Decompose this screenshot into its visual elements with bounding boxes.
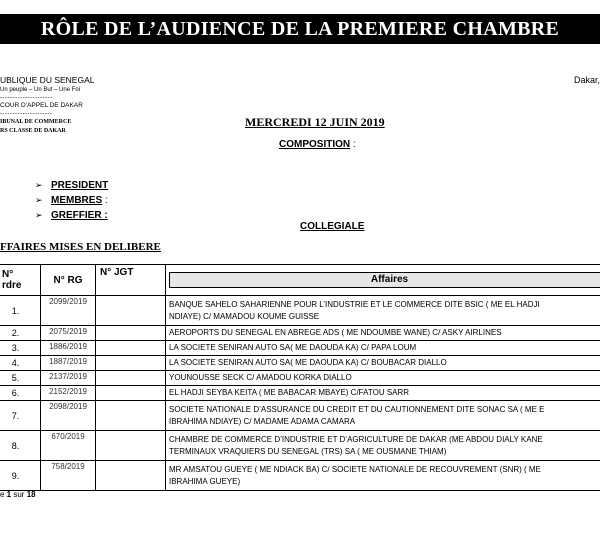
rg-cell: 2152/2019: [41, 386, 96, 401]
composition-line: [279, 139, 356, 150]
jgt-cell: [96, 296, 166, 326]
arrow-bullet-icon: ➢: [35, 210, 43, 220]
separator-dots: ---------------------: [0, 111, 53, 117]
jgt-cell: [96, 326, 166, 341]
table-header-row: [0, 265, 600, 296]
jgt-cell: [96, 386, 166, 401]
header-affaires: Affaires: [166, 265, 600, 296]
order-number-cell: 4.: [0, 356, 41, 371]
order-number-cell: 3.: [0, 341, 41, 356]
section-title: FFAIRES MISES EN DELIBERE: [0, 241, 161, 253]
case-cell: YOUNOUSSE SECK C/ AMADOU KORKA DIALLO: [166, 371, 600, 386]
order-number-cell: 1.: [0, 296, 41, 326]
header-jgt: N° JGT: [96, 265, 166, 296]
separator-dots: ---------------------: [0, 95, 53, 101]
court-of-appeal-line: COUR D’APPEL DE DAKAR: [0, 102, 83, 109]
jgt-cell: [96, 356, 166, 371]
role-clerk: [35, 208, 108, 223]
tribunal-class-line: RS CLASSE DE DAKAR: [0, 128, 66, 134]
header-rg: N° RG: [41, 265, 96, 296]
hearing-date: MERCREDI 12 JUIN 2019: [245, 115, 385, 129]
order-number-cell: 5.: [0, 371, 41, 386]
rg-cell: 2098/2019: [41, 401, 96, 431]
role-members: [35, 193, 108, 208]
case-cell: LA SOCIETE SENIRAN AUTO SA( ME DAOUDA KA) C/ PAPA LOUM: [166, 341, 600, 356]
rg-cell: 2075/2019: [41, 326, 96, 341]
order-number-cell: 8.: [0, 431, 41, 461]
table-row: [0, 296, 600, 326]
jgt-cell: [96, 371, 166, 386]
table-row: [0, 326, 600, 341]
order-number-cell: 9.: [0, 461, 41, 491]
table-row: [0, 356, 600, 371]
table-row: [0, 341, 600, 356]
order-number-cell: 7.: [0, 401, 41, 431]
role-label: GREFFIER :: [51, 210, 108, 221]
rg-cell: 2137/2019: [41, 371, 96, 386]
total-pages: 18: [26, 490, 36, 499]
case-cell: AEROPORTS DU SENEGAL EN ABREGE ADS ( ME NDOUMBE WANE) C/ ASKY AIRLINES: [166, 326, 600, 341]
composition-label: COMPOSITION: [279, 139, 351, 150]
document-title-banner: RÔLE DE L’AUDIENCE DE LA PREMIERE CHAMBRE: [0, 14, 600, 44]
jgt-cell: [96, 401, 166, 431]
header-order-number: N° rdre: [0, 265, 41, 296]
republic-line: UBLIQUE DU SENEGAL: [0, 75, 95, 85]
motto-line: Un peuple – Un But – Une Foi: [0, 87, 81, 93]
arrow-bullet-icon: ➢: [35, 180, 43, 190]
case-cell: SOCIETE NATIONALE D’ASSURANCE DU CREDIT ET DU CAUTIONNEMENT DITE SONAC SA ( ME E IBRAHIMA NDIAYE) C/ MADAME ADAMA CAMARA: [166, 401, 600, 431]
rg-cell: 2099/2019: [41, 296, 96, 326]
role-label: PRESIDENT: [51, 180, 109, 191]
role-suffix: :: [102, 195, 108, 206]
cases-table: [0, 264, 600, 491]
arrow-bullet-icon: ➢: [35, 195, 43, 205]
current-page: 1: [6, 490, 12, 499]
jgt-cell: [96, 341, 166, 356]
composition-suffix: :: [350, 139, 356, 150]
case-cell: BANQUE SAHELO SAHARIENNE POUR L’INDUSTRIE ET LE COMMERCE DITE BSIC ( ME EL HADJI NDIAYE) C/ MAMADOU KOUME GUISSE: [166, 296, 600, 326]
tribunal-line: IBUNAL DE COMMERCE: [0, 119, 72, 125]
case-cell: MR AMSATOU GUEYE ( ME NDIACK BA) C/ SOCIETE NATIONALE DE RECOUVREMENT (SNR) ( ME IBRAHIMA GUEYE): [166, 461, 600, 491]
table-row: [0, 401, 600, 431]
table-row: [0, 461, 600, 491]
order-number-cell: 2.: [0, 326, 41, 341]
table-row: [0, 431, 600, 461]
jgt-cell: [96, 431, 166, 461]
case-cell: LA SOCIETE SENIRAN AUTO SA( ME DAOUDA KA) C/ BOUBACAR DIALLO: [166, 356, 600, 371]
role-label: MEMBRES: [51, 195, 103, 206]
case-cell: CHAMBRE DE COMMERCE D’INDUSTRIE ET D’AGRICULTURE DE DAKAR (ME ABDOU DIALY KANE TERMINAUX VRAQUIERS DU SENEGAL (TRS) SA ( ME OUSMANE THIAM): [166, 431, 600, 461]
case-cell: EL HADJI SEYBA KEITA ( ME BABACAR MBAYE) C/FATOU SARR: [166, 386, 600, 401]
role-president: [35, 178, 108, 193]
roles-list: [35, 178, 108, 223]
rg-cell: 1886/2019: [41, 341, 96, 356]
place-date-line: Dakar,: [573, 75, 600, 85]
rg-cell: 758/2019: [41, 461, 96, 491]
order-number-cell: 6.: [0, 386, 41, 401]
table-row: [0, 386, 600, 401]
header-left-block: [0, 75, 100, 136]
jgt-cell: [96, 461, 166, 491]
table-row: [0, 371, 600, 386]
collegiale-label: COLLEGIALE: [300, 221, 365, 232]
rg-cell: 670/2019: [41, 431, 96, 461]
page-counter: e 1 sur 18: [0, 490, 36, 499]
rg-cell: 1887/2019: [41, 356, 96, 371]
